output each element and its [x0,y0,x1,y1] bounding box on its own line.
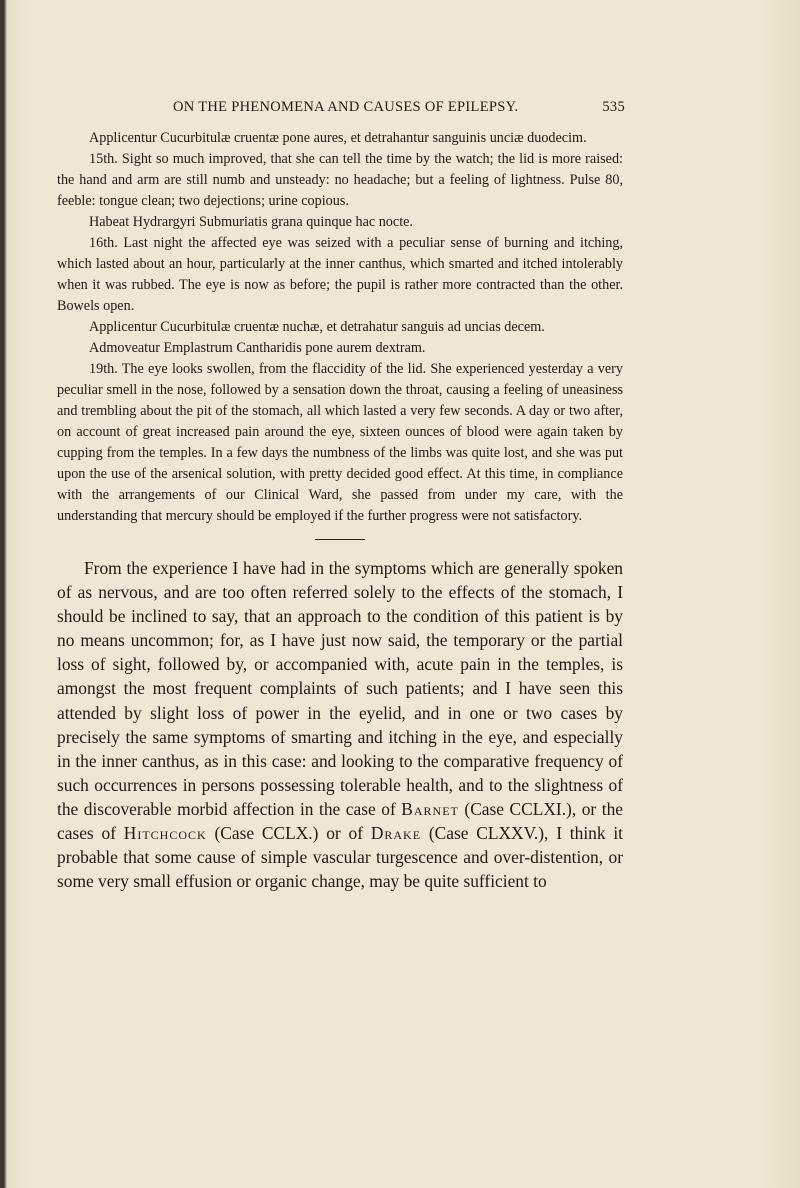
case-name: Drake [370,823,422,844]
main-text-part: (Case CCLXI.), or the cases of [57,798,623,844]
main-text-part: From the experience I have had in the symptoms which are generally spoken of as nervous, and are too often referred solely to the effects of the stomach, I should be inclined to say, that an approach to the condition of this patient is by no means uncommon; for, as I have just now said, the temporary or the partial loss of sight, followed by, or accompanied with, acute pain in the temples, is amongst the most frequent complaints of such patients; and I have seen this attended by slight loss of power in the eyelid, and in one or two cases by precisely the same symptoms of smarting and itching in the eye, and especially in the inner canthus, as in this case: and looking to the comparative frequency of such occurrences in persons possessing tolerable health, and to the slightness of the discoverable morbid affection in the case of [57,558,623,819]
case-name: Barnet [401,798,459,819]
case-name: Hitchcock [123,823,207,844]
main-paragraph [57,556,623,893]
running-head [55,99,625,119]
case-note-paragraph: 16th. Last night the affected eye was seized with a peculiar sense of burning and itching, which lasted about an hour, particularly at the inner canthus, which smarted and itched intolerably when it was rubbed. The eye is now as before; the pupil is rather more contracted than the other. Bowels open. [57,235,623,314]
prescription-paragraph: Habeat Hydrargyri Submuriatis grana quinque hac nocte. [89,214,413,230]
case-note-paragraph: 15th. Sight so much improved, that she can tell the time by the watch; the lid is more raised: the hand and arm are still numb and unsteady: no headache; but a feeling of lightness. Pulse 80, feeble: tongue clean; two dejections; urine copious. [57,151,623,209]
page-body [57,128,623,893]
section-divider [315,539,365,540]
prescription-paragraph: Admoveatur Emplastrum Cantharidis pone aurem dextram. [89,340,426,356]
prescription-paragraph [57,128,623,149]
main-text-part: (Case CCLX.) or of [206,823,371,844]
prescription-paragraph: Applicentur Cucurbitulæ cruentæ nuchæ, et detrahatur sanguis ad uncias decem. [89,319,545,335]
case-note-paragraph: 19th. The eye looks swollen, from the flaccidity of the lid. She experienced yesterday a very peculiar smell in the nose, followed by a sensation down the throat, causing a feeling of uneasiness and trembling about the pit of the stomach, all which lasted a very few seconds. A day or two after, on account of great increased pain around the eye, sixteen ounces of blood were again taken by cupping from the temples. In a few days the numbness of the limbs was quite lost, and she was put upon the use of the arsenical solution, with pretty decided good effect. At this time, in compliance with the arrangements of our Clinical Ward, she passed from under my care, with the understanding that mercury should be employed if the further progress were not satisfactory. [57,361,623,524]
running-title: ON THE PHENOMENA AND CAUSES OF EPILEPSY. [173,99,519,115]
main-text-part: (Case CLXXV.), I think it probable that some cause of simple vascular turgescence and over-distention, or some very small effusion or organic change, may be quite sufficient to [57,823,624,892]
page-number: 535 [602,99,625,115]
prescription-text: Applicentur Cucurbitulæ cruentæ pone aures, et detrahantur sanguinis unciæ duodecim. [89,130,587,146]
